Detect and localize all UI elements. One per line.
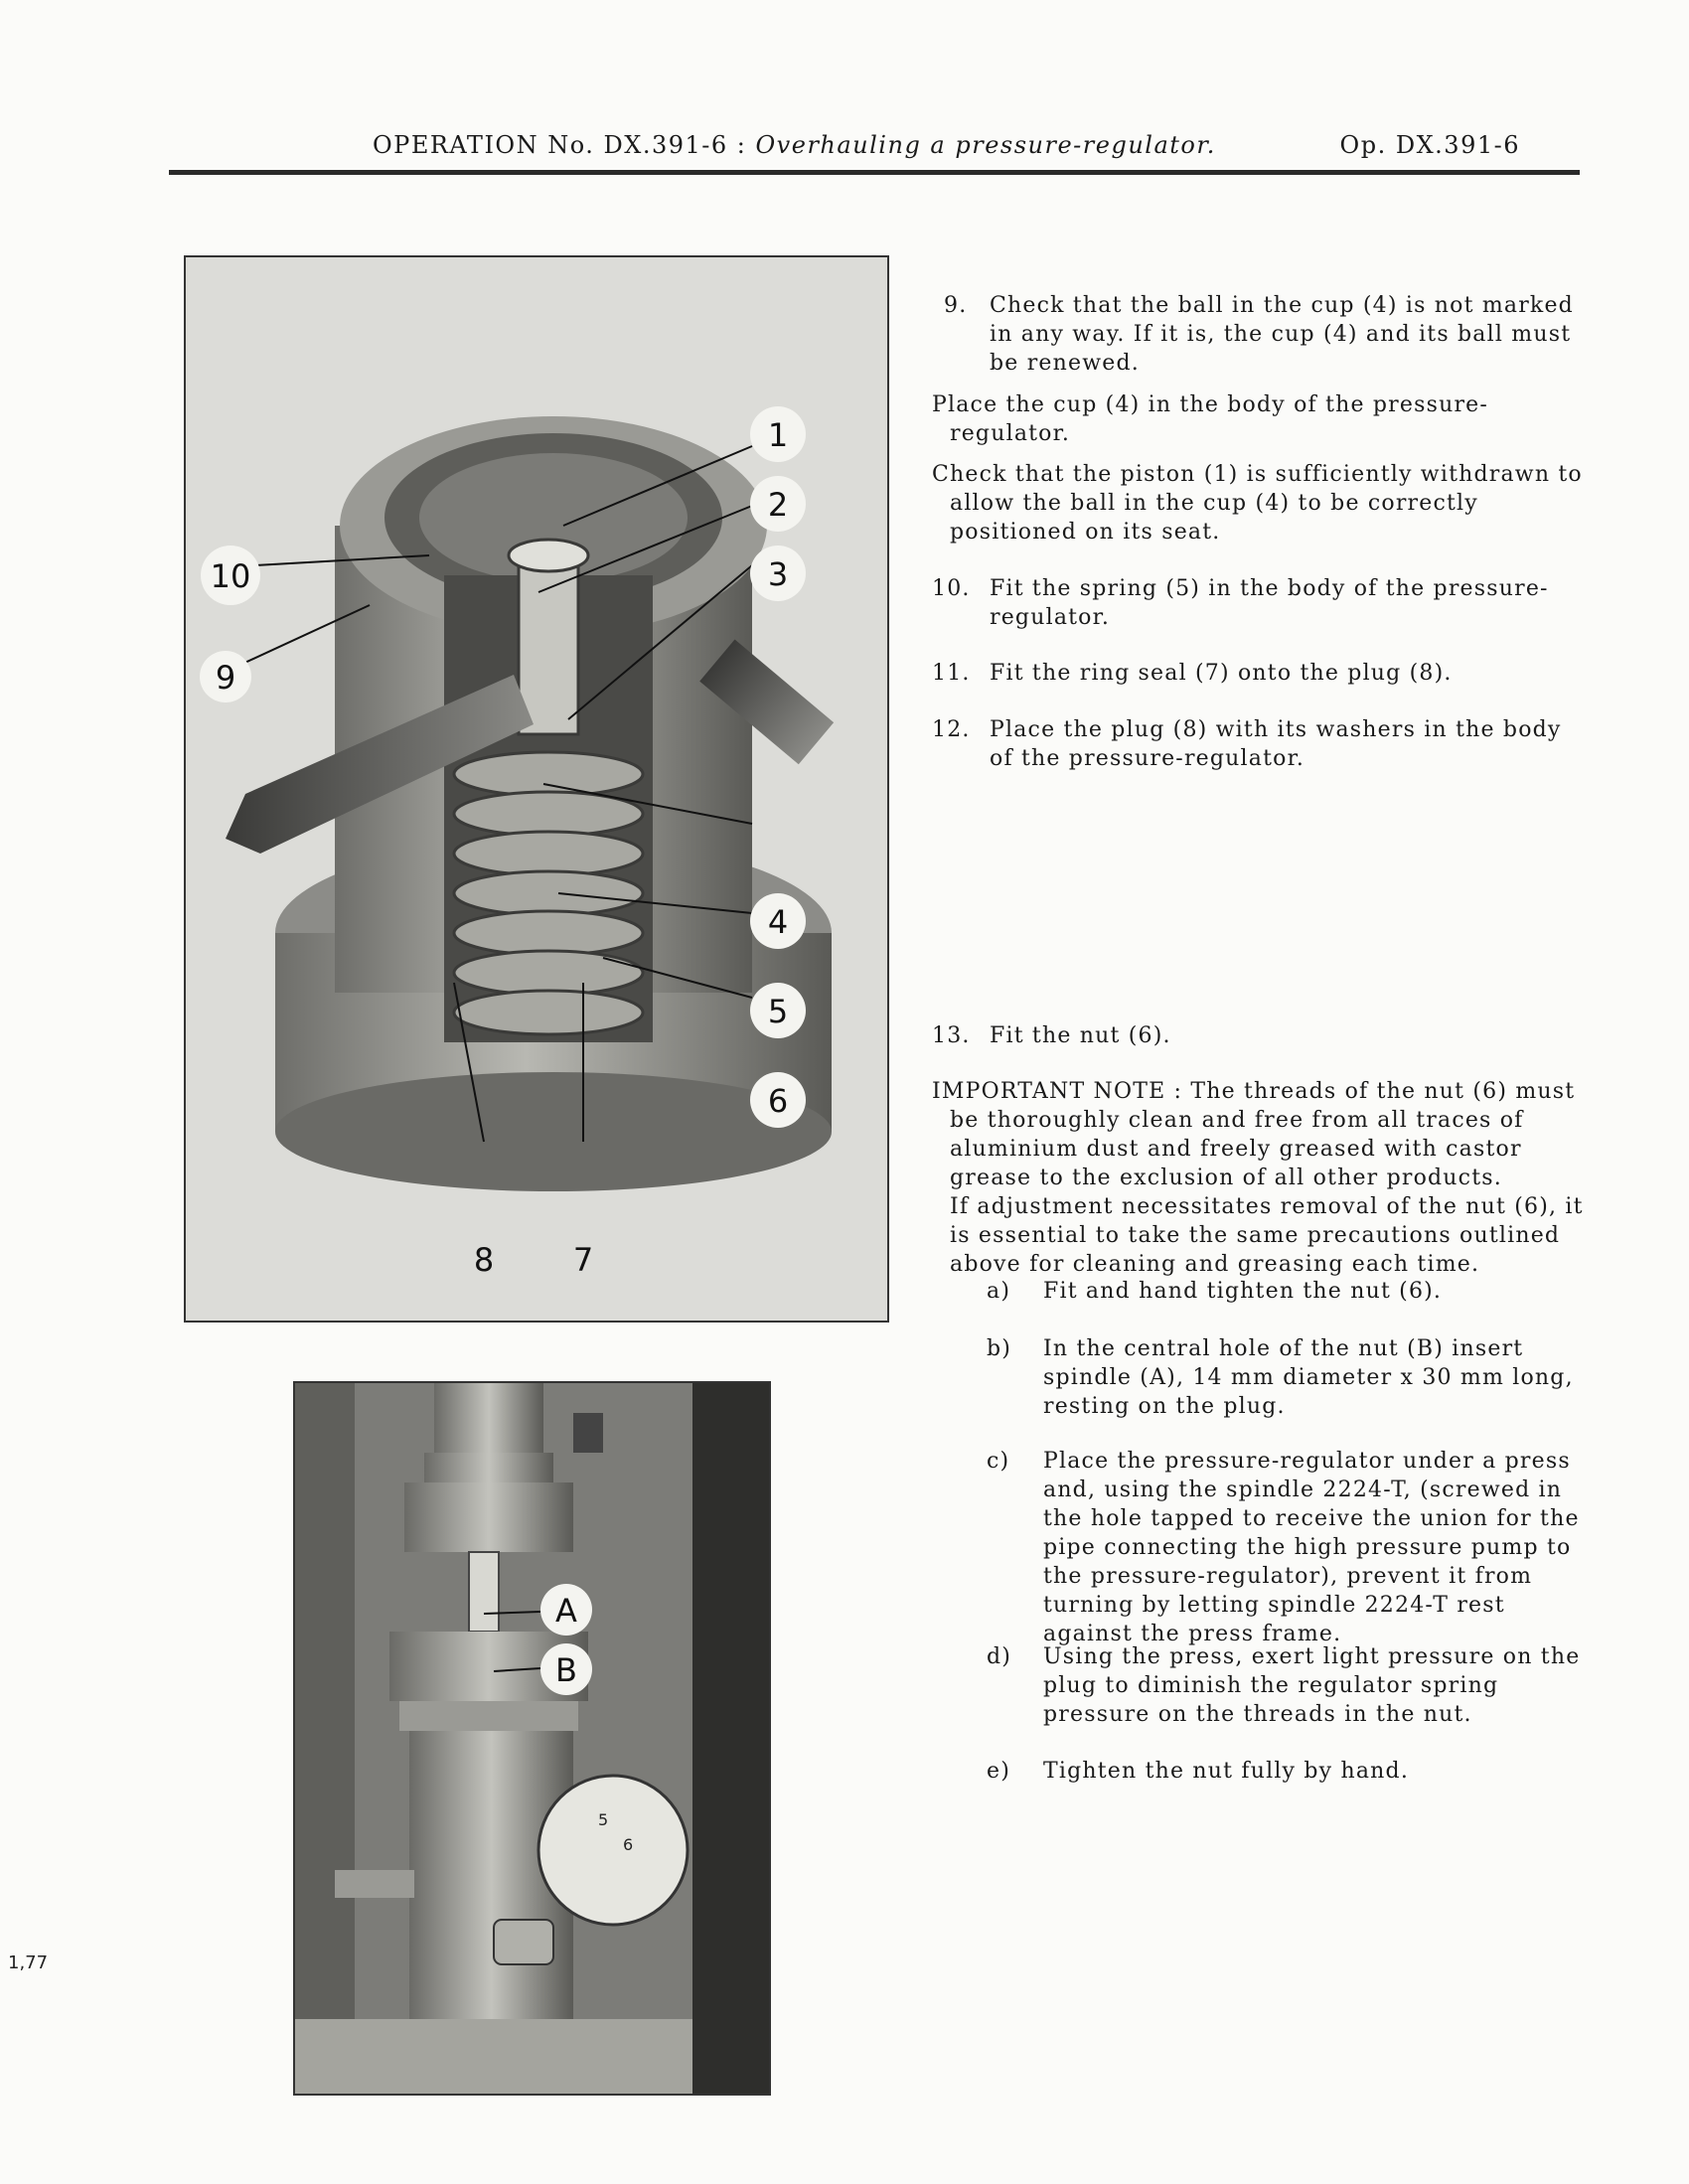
callout-9 [200,651,251,702]
callout-7: 7 [572,1241,594,1279]
substep-text: Using the press, exert light pressure on the plug to diminish the regulator spring pressure on the threads in the nut. [1043,1644,1581,1727]
svg-text:5: 5 [767,993,789,1030]
substep-letter: d) [987,1644,1012,1669]
cutaway-photo [184,255,889,1323]
callout-3 [750,546,806,601]
important-note: IMPORTANT NOTE : The threads of the nut (6) must be thoroughly clean and free from all traces of aluminium dust and freely greased with castor grease to the exclusion of all other products. [932,1079,1576,1190]
svg-text:6: 6 [767,1082,789,1120]
header-operation-title: OPERATION No. DX.391-6 : Overhauling a pressure-regulator. [373,131,1216,159]
step-number: 10. [932,576,971,601]
press-photo [293,1381,771,2096]
page-header [169,119,1580,163]
step-number: 11. [932,661,971,686]
substep-text: In the central hole of the nut (B) insert spindle (A), 14 mm diameter x 30 mm long, resting on the plug. [1043,1336,1574,1419]
step-text: Fit the spring (5) in the body of the pressure-regulator. [990,576,1549,630]
svg-text:B: B [555,1651,577,1689]
substep-text: Fit and hand tighten the nut (6). [1043,1279,1443,1304]
margin-page-code: 1,77 [8,1952,49,1973]
callout-2 [750,476,806,532]
step-number: 13. [932,1023,971,1048]
callout-10 [201,546,260,605]
header-rule [169,170,1580,175]
step-text: Check that the ball in the cup (4) is not marked in any way. If it is, the cup (4) and its ball must be renewed. [990,293,1574,376]
substep-letter: e) [987,1759,1011,1784]
substep-text: Place the pressure-regulator under a press and, using the spindle 2224-T, (screwed in the hole tapped to receive the union for the pipe connecting the high pressure pump to the pressure-regulator), prevent it from turning by letting spindle 2224-T rest against the press frame. [1043,1449,1580,1646]
svg-text:9: 9 [215,659,236,697]
substep-letter: c) [987,1449,1010,1474]
paragraph-place-cup: Place the cup (4) in the body of the pressure-regulator. [932,392,1489,446]
step-text: Fit the nut (6). [990,1023,1171,1048]
svg-text:4: 4 [767,903,789,941]
gauge-mark-6: 6 [623,1835,634,1854]
step-text: Fit the ring seal (7) onto the plug (8). [990,661,1453,686]
step-number: 9. [944,293,968,318]
callout-1 [750,406,806,462]
press-illustration [295,1383,769,2094]
callout-B [540,1643,592,1695]
callout-8: 8 [473,1241,495,1279]
step-number: 12. [932,717,971,742]
svg-text:2: 2 [767,486,789,524]
svg-text:10: 10 [210,557,251,595]
gauge-mark-5: 5 [598,1810,609,1829]
substep-letter: b) [987,1336,1012,1361]
svg-text:A: A [555,1592,577,1630]
paragraph-check-piston: Check that the piston (1) is sufficiently withdrawn to allow the ball in the cup (4) to be correctly positioned on its seat. [932,462,1583,545]
svg-text:1: 1 [767,416,789,454]
callout-5 [750,983,806,1038]
callout-6 [750,1072,806,1128]
cutaway-illustration [186,257,887,1321]
svg-text:3: 3 [767,555,789,593]
callout-A [540,1584,592,1636]
important-note-continued: If adjustment necessitates removal of the nut (6), it is essential to take the same precautions outlined above for cleaning and greasing each time. [950,1194,1584,1277]
callout-4 [750,893,806,949]
header-operation-code: Op. DX.391-6 [1339,131,1520,159]
substep-letter: a) [987,1279,1011,1304]
substep-text: Tighten the nut fully by hand. [1043,1759,1410,1784]
step-text: Place the plug (8) with its washers in the body of the pressure-regulator. [990,717,1562,771]
